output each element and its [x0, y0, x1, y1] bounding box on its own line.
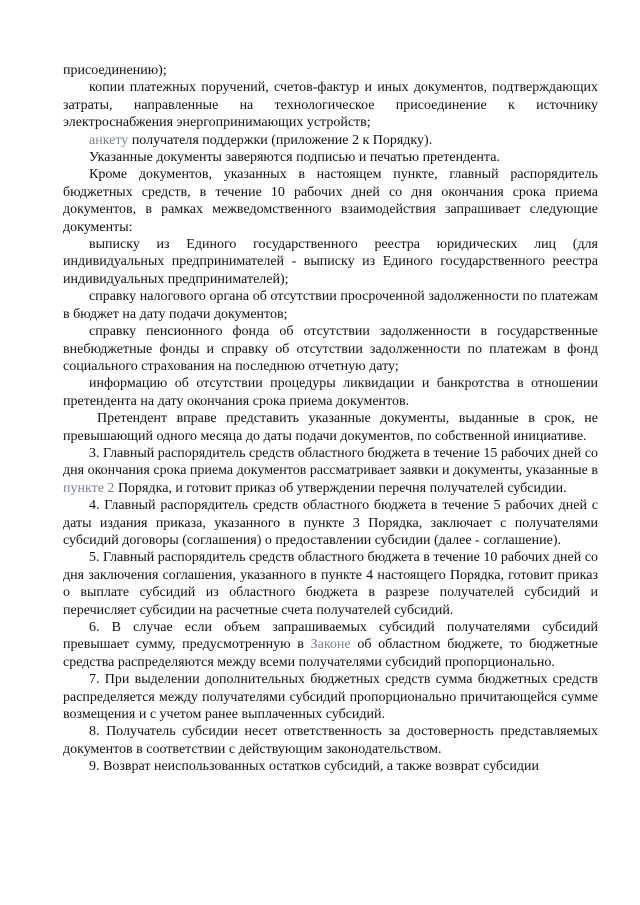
paragraph — [63, 671, 598, 723]
document-link[interactable]: пункте 2 — [63, 480, 115, 496]
paragraph-text: справку пенсионного фонда об отсутствии задолженности в государственные внебюджетные фонды и справку об отсутствии задолженности по платежам в фонд социального страхования на последнюю отчетную дату; — [63, 324, 598, 374]
document-link[interactable]: Законе — [310, 637, 351, 653]
paragraph-text: Указанные документы заверяются подписью и печатью претендента. — [89, 150, 500, 166]
paragraph-text: Порядка, и готовит приказ об утверждении перечня получателей субсидии. — [114, 480, 567, 496]
paragraph-text: 9. Возврат неиспользованных остатков субсидий, а также возврат субсидии — [89, 759, 539, 775]
paragraph-text: копии платежных поручений, счетов-фактур и иных документов, подтверждающих затраты, направленные на технологическое присоединение к источнику электроснабжения энергопринимающих устройств; — [63, 80, 598, 131]
paragraph-text: 5. Главный распорядитель средств областного бюджета в течение 10 рабочих дней со дня заключения соглашения, указанного в пункте 4 настоящего Порядка, готовит приказ о выплате субсидий из областного бюджета в разрезе получателей субсидий и перечисляет субсидии на расчетные счета получателей субсидий. — [63, 550, 598, 618]
document-page — [63, 62, 598, 776]
paragraph — [63, 375, 598, 410]
paragraph-text: информацию об отсутствии процедуры ликвидации и банкротства в отношении претендента на дату окончания срока приема документов. — [63, 376, 598, 409]
paragraph-text: 7. При выделении дополнительных бюджетных средств сумма бюджетных средств распределяется между получателями субсидий пропорционально причитающейся сумме возмещения и с учетом ранее выплаченных субсидий. — [63, 672, 598, 723]
paragraph-text: справку налогового органа об отсутствии просроченной задолженности по платежам в бюджет на дату подачи документов; — [63, 289, 598, 322]
paragraph — [63, 288, 598, 323]
paragraph — [63, 323, 598, 375]
paragraph — [63, 445, 598, 497]
paragraph — [63, 166, 598, 236]
paragraph — [63, 149, 598, 166]
paragraph-text: 8. Получатель субсидии несет ответственность за достоверность представляемых документов в соответствии с действующим законодательством. — [63, 724, 598, 757]
paragraph-text: выписку из Единого государственного реестра юридических лиц (для индивидуальных предпринимателей - выписку из Единого государственного реестра индивидуальных предпринимателей); — [63, 237, 598, 287]
paragraph — [63, 79, 598, 131]
paragraph-text: Кроме документов, указанных в настоящем пункте, главный распорядитель бюджетных средств, в течение 10 рабочих дней со дня окончания срока приема документов, в рамках межведомственного взаимодействия запрашивает следующие документы: — [63, 167, 598, 235]
paragraph-text: 4. Главный распорядитель средств областного бюджета в течение 5 рабочих дней с даты издания приказа, указанного в пункте 3 Порядка, заключает с получателями субсидий договоры (соглашения) о предоставлении субсидии (далее - соглашение). — [63, 498, 598, 548]
paragraph — [63, 62, 598, 79]
paragraph-text: об областном бюджете, то бюджетные средства распределяются между всеми получателями субсидий пропорционально. — [63, 637, 599, 670]
paragraph-text: получателя поддержки (приложение 2 к Порядку). — [128, 132, 433, 148]
paragraph — [63, 723, 598, 758]
paragraph — [63, 236, 598, 288]
document-link[interactable]: анкету — [89, 132, 129, 148]
paragraph-text: присоединению); — [63, 63, 167, 78]
paragraph-text: 6. В случае если объем запрашиваемых субсидий получателями субсидий превышает сумму, предусмотренную в — [63, 620, 598, 653]
paragraph — [63, 497, 598, 549]
paragraph-text: 3. Главный распорядитель средств областного бюджета в течение 15 рабочих дней со дня окончания срока приема документов рассматривает заявки и документы, указанные в — [63, 445, 598, 479]
paragraph — [63, 758, 598, 775]
paragraph — [63, 619, 598, 671]
paragraph — [63, 549, 598, 619]
paragraph-text: Претендент вправе представить указанные документы, выданные в срок, не превышающий одного месяца до даты подачи документов, по собственной инициативе. — [63, 411, 598, 444]
paragraph — [63, 410, 598, 445]
paragraph — [63, 132, 598, 149]
